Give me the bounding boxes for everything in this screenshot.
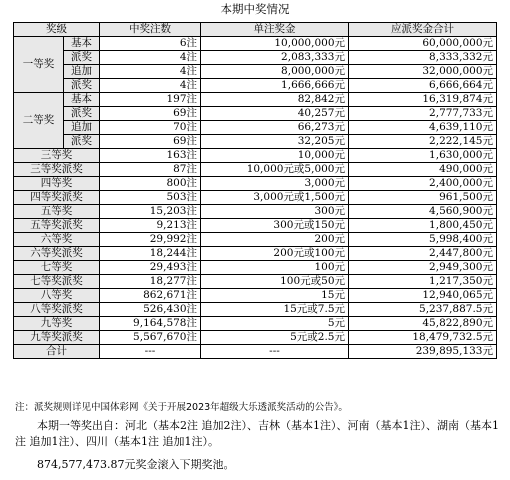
prize-level-cell: 七等奖派奖 (14, 275, 100, 289)
total-prize-cell: 5,237,887.5元 (349, 303, 497, 317)
total-prize-cell: 2,777,733元 (349, 107, 497, 121)
header-level: 奖级 (14, 23, 100, 37)
unit-prize-cell: 15元 (201, 289, 349, 303)
table-row (14, 191, 497, 205)
table-row (14, 205, 497, 219)
prize-level-cell: 六等奖 (14, 233, 100, 247)
unit-prize-cell: 1,666,666元 (201, 79, 349, 93)
prize-level-cell: 四等奖 (14, 177, 100, 191)
table-row (14, 303, 497, 317)
table-header-row (14, 23, 497, 37)
total-prize-cell: 2,949,300元 (349, 261, 497, 275)
table-row (14, 247, 497, 261)
table-row (14, 37, 497, 51)
total-prize-cell: 4,560,900元 (349, 205, 497, 219)
total-prize-cell: 2,447,800元 (349, 247, 497, 261)
total-prize-cell: 961,500元 (349, 191, 497, 205)
table-row (14, 331, 497, 345)
prize-sublevel-cell: 派奖 (64, 135, 100, 149)
prize-level-cell: 三等奖 (14, 149, 100, 163)
total-prize-cell: 6,666,664元 (349, 79, 497, 93)
winner-count-cell: 4注 (100, 51, 201, 65)
table-row (14, 135, 497, 149)
unit-prize-cell: 5元 (201, 317, 349, 331)
total-prize-cell: 5,998,400元 (349, 233, 497, 247)
first-prize-origin (15, 418, 500, 450)
winner-count-cell: 503注 (100, 191, 201, 205)
winner-count-cell: 4注 (100, 65, 201, 79)
table-row (14, 317, 497, 331)
total-prize-cell: 12,940,065元 (349, 289, 497, 303)
prize-sublevel-cell: 基本 (64, 93, 100, 107)
prize-sublevel-cell: 追加 (64, 121, 100, 135)
prize-level-cell: 一等奖 (14, 37, 64, 93)
winner-count-cell: 526,430注 (100, 303, 201, 317)
unit-prize-cell: 10,000,000元 (201, 37, 349, 51)
unit-prize-cell: 200元 (201, 233, 349, 247)
winner-count-cell: 69注 (100, 135, 201, 149)
prize-level-cell: 九等奖派奖 (14, 331, 100, 345)
unit-prize-cell: 300元 (201, 205, 349, 219)
prize-level-cell: 合计 (14, 345, 100, 359)
total-prize-cell: 16,319,874元 (349, 93, 497, 107)
prize-level-cell: 五等奖派奖 (14, 219, 100, 233)
winner-count-cell: --- (100, 345, 201, 359)
unit-prize-cell: --- (201, 345, 349, 359)
prize-sublevel-cell: 派奖 (64, 79, 100, 93)
winner-count-cell: 18,277注 (100, 275, 201, 289)
table-row (14, 163, 497, 177)
unit-prize-cell: 66,273元 (201, 121, 349, 135)
prize-level-cell: 九等奖 (14, 317, 100, 331)
unit-prize-cell: 3,000元 (201, 177, 349, 191)
header-total: 应派奖金合计 (349, 23, 497, 37)
winner-count-cell: 6注 (100, 37, 201, 51)
winner-count-cell: 9,164,578注 (100, 317, 201, 331)
unit-prize-cell: 8,000,000元 (201, 65, 349, 79)
prize-level-cell: 四等奖派奖 (14, 191, 100, 205)
total-prize-cell: 60,000,000元 (349, 37, 497, 51)
unit-prize-cell: 300元或150元 (201, 219, 349, 233)
table-row (14, 177, 497, 191)
prize-level-cell: 三等奖派奖 (14, 163, 100, 177)
prize-table (13, 22, 497, 359)
unit-prize-cell: 82,842元 (201, 93, 349, 107)
table-row (14, 275, 497, 289)
winner-count-cell: 862,671注 (100, 289, 201, 303)
winner-count-cell: 18,244注 (100, 247, 201, 261)
table-row (14, 219, 497, 233)
total-prize-cell: 2,222,145元 (349, 135, 497, 149)
prize-level-cell: 八等奖派奖 (14, 303, 100, 317)
unit-prize-cell: 2,083,333元 (201, 51, 349, 65)
jackpot-rollover-text: 874,577,473.87元奖金滚入下期奖池。 (37, 458, 235, 471)
unit-prize-cell: 200元或100元 (201, 247, 349, 261)
unit-prize-cell: 32,205元 (201, 135, 349, 149)
prize-level-cell: 八等奖 (14, 289, 100, 303)
table-body (14, 37, 497, 359)
table-row (14, 121, 497, 135)
unit-prize-cell: 3,000元或1,500元 (201, 191, 349, 205)
total-prize-cell: 239,895,133元 (349, 345, 497, 359)
table-row (14, 51, 497, 65)
unit-prize-cell: 5元或2.5元 (201, 331, 349, 345)
total-prize-cell: 1,217,350元 (349, 275, 497, 289)
total-prize-cell: 45,822,890元 (349, 317, 497, 331)
winner-count-cell: 69注 (100, 107, 201, 121)
winner-count-cell: 9,213注 (100, 219, 201, 233)
prize-level-cell: 五等奖 (14, 205, 100, 219)
winner-count-cell: 800注 (100, 177, 201, 191)
unit-prize-cell: 100元 (201, 261, 349, 275)
prize-sublevel-cell: 基本 (64, 37, 100, 51)
table-row (14, 345, 497, 359)
winner-count-cell: 163注 (100, 149, 201, 163)
winner-count-cell: 5,567,670注 (100, 331, 201, 345)
prize-level-cell: 六等奖派奖 (14, 247, 100, 261)
winner-count-cell: 15,203注 (100, 205, 201, 219)
total-prize-cell: 1,630,000元 (349, 149, 497, 163)
jackpot-rollover (15, 458, 234, 472)
unit-prize-cell: 40,257元 (201, 107, 349, 121)
total-prize-cell: 18,479,732.5元 (349, 331, 497, 345)
footnote: 注：派奖规则详见中国体彩网《关于开展2023年超级大乐透派奖活动的公告》。 (15, 402, 348, 413)
prize-level-cell: 二等奖 (14, 93, 64, 149)
prize-sublevel-cell: 派奖 (64, 51, 100, 65)
winner-count-cell: 4注 (100, 79, 201, 93)
winner-count-cell: 197注 (100, 93, 201, 107)
prize-sublevel-cell: 派奖 (64, 107, 100, 121)
total-prize-cell: 1,800,450元 (349, 219, 497, 233)
winner-count-cell: 29,992注 (100, 233, 201, 247)
unit-prize-cell: 15元或7.5元 (201, 303, 349, 317)
total-prize-cell: 8,333,332元 (349, 51, 497, 65)
table-row (14, 65, 497, 79)
table-row (14, 261, 497, 275)
first-prize-origin-text: 本期一等奖出自：河北（基本2注 追加2注）、吉林（基本1注）、河南（基本1注）、湖南（基本1注 追加1注）、四川（基本1注 追加1注）。 (15, 419, 499, 448)
table-row (14, 79, 497, 93)
prize-sublevel-cell: 追加 (64, 65, 100, 79)
table-row (14, 149, 497, 163)
table-row (14, 233, 497, 247)
total-prize-cell: 2,400,000元 (349, 177, 497, 191)
winner-count-cell: 87注 (100, 163, 201, 177)
unit-prize-cell: 10,000元 (201, 149, 349, 163)
total-prize-cell: 32,000,000元 (349, 65, 497, 79)
header-prize: 单注奖金 (201, 23, 349, 37)
table-row (14, 107, 497, 121)
page-title: 本期中奖情况 (220, 2, 290, 16)
header-count: 中奖注数 (100, 23, 201, 37)
table-row (14, 289, 497, 303)
unit-prize-cell: 100元或50元 (201, 275, 349, 289)
winner-count-cell: 70注 (100, 121, 201, 135)
total-prize-cell: 490,000元 (349, 163, 497, 177)
unit-prize-cell: 10,000元或5,000元 (201, 163, 349, 177)
total-prize-cell: 4,639,110元 (349, 121, 497, 135)
table-row (14, 93, 497, 107)
prize-level-cell: 七等奖 (14, 261, 100, 275)
winner-count-cell: 29,493注 (100, 261, 201, 275)
